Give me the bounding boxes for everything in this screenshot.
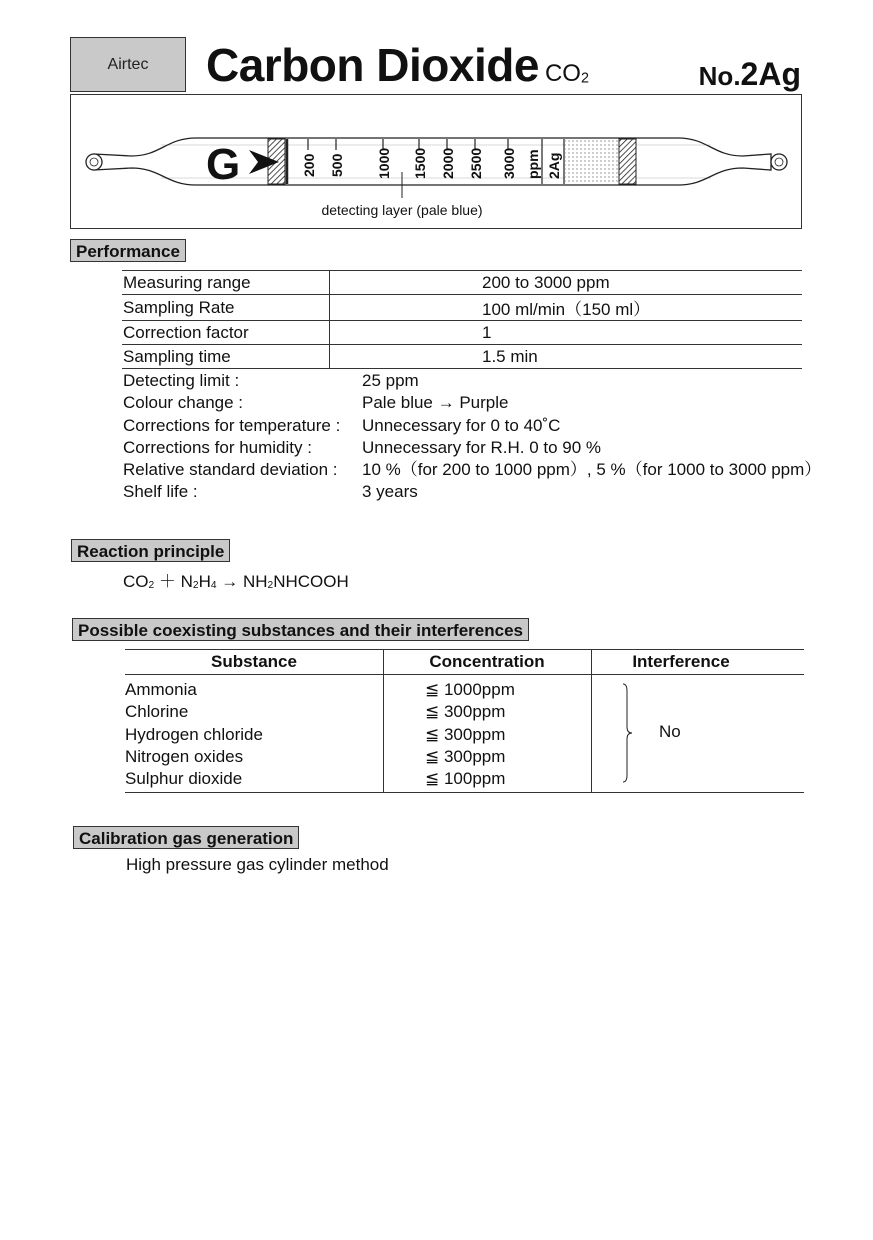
table-row <box>122 295 802 321</box>
rx-part: H <box>198 572 211 591</box>
perf-key: Correction factor <box>122 321 330 345</box>
rx-sub: 4 <box>210 580 217 592</box>
model-number <box>699 56 801 93</box>
formula-sub: 2 <box>580 70 589 87</box>
perf-key: Measuring range <box>122 271 330 295</box>
header-interference: Interference <box>632 652 730 671</box>
substance-list <box>125 679 263 790</box>
list-item <box>123 415 821 437</box>
reaction-equation <box>123 567 349 592</box>
formula-main: CO <box>544 60 581 87</box>
perf-value: 1.5 min <box>330 345 803 369</box>
list-item <box>123 481 821 503</box>
brace-icon <box>622 683 634 783</box>
spec-value: 3 years <box>362 482 418 502</box>
scale-mark-2000: 2000 <box>440 147 456 179</box>
interference-result: No <box>659 722 681 741</box>
performance-table <box>122 270 802 369</box>
spec-value: Pale blue → Purple <box>362 393 509 413</box>
spec-value: 25 ppm <box>362 371 419 390</box>
tube-caption: detecting layer (pale blue) <box>321 202 483 218</box>
spec-value: 10 %（for 200 to 1000 ppm）, 5 %（for 1000 to 3000 ppm） <box>362 460 822 480</box>
scale-mark-200: 200 <box>301 153 317 177</box>
model-prefix: No. <box>698 61 741 91</box>
list-item: Hydrogen chloride <box>125 724 263 744</box>
tube-diagram <box>70 94 802 229</box>
column-divider <box>591 650 592 792</box>
brand-name: Airtec <box>107 55 149 73</box>
column-divider <box>383 650 384 792</box>
list-item: ≦ 1000ppm <box>425 680 515 699</box>
header-concentration: Concentration <box>429 652 545 671</box>
rx-part: → NH <box>216 572 268 591</box>
perf-value: 1 <box>330 321 803 345</box>
scale-mark-1500: 1500 <box>412 147 428 179</box>
list-item <box>123 459 821 481</box>
spec-key: Colour change : <box>123 393 244 413</box>
list-item: Chlorine <box>125 702 189 722</box>
table-header <box>125 650 804 675</box>
spec-key: Detecting limit : <box>123 371 240 390</box>
reaction-label: Reaction principle <box>71 539 230 562</box>
rx-part: ＋ N <box>154 572 193 591</box>
interferences-table <box>125 649 804 793</box>
performance-label: Performance <box>70 239 186 262</box>
rx-part: NHCOOH <box>273 572 349 591</box>
scale-mark-500: 500 <box>329 153 345 177</box>
right-plug <box>619 139 636 184</box>
spec-list <box>123 370 821 504</box>
list-item: ≦ 100ppm <box>425 769 506 789</box>
list-item <box>123 370 821 392</box>
list-item: ≦ 300ppm <box>425 724 506 744</box>
perf-value: 200 to 3000 ppm <box>330 271 803 295</box>
scale-unit: ppm <box>525 149 541 179</box>
rx-sub: 2 <box>192 580 199 592</box>
tube-code: 2Ag <box>546 152 562 179</box>
table-row <box>122 345 802 369</box>
spec-key: Corrections for humidity : <box>123 437 312 457</box>
spec-key: Corrections for temperature : <box>123 415 341 435</box>
title-formula <box>545 60 589 87</box>
list-item: ≦ 300ppm <box>425 746 506 766</box>
scale-mark-3000: 3000 <box>501 147 517 179</box>
concentration-list <box>425 679 515 790</box>
model-code: 2Ag <box>740 56 801 92</box>
g-logo: G <box>206 140 241 189</box>
perf-value: 100 ml/min（150 ml） <box>330 295 803 321</box>
perf-key: Sampling time <box>122 345 330 369</box>
list-item: Sulphur dioxide <box>125 769 243 789</box>
rx-sub: 2 <box>267 580 274 592</box>
list-item: Ammonia <box>125 680 197 699</box>
detector-tube-illustration <box>71 95 803 230</box>
calibration-method: High pressure gas cylinder method <box>126 855 389 874</box>
title-text: Carbon Dioxide <box>206 39 539 91</box>
calibration-label: Calibration gas generation <box>73 826 299 849</box>
list-item: ≦ 300ppm <box>425 702 506 722</box>
scale-mark-2500: 2500 <box>468 147 484 179</box>
list-item: Nitrogen oxides <box>125 746 244 766</box>
header-substance: Substance <box>211 652 297 671</box>
spec-key: Relative standard deviation : <box>123 460 338 480</box>
brand-box <box>70 37 186 92</box>
list-item <box>123 392 821 414</box>
table-row <box>122 271 802 295</box>
spec-value: Unnecessary for R.H. 0 to 90 % <box>362 437 602 457</box>
reagent-zone <box>565 139 619 184</box>
rx-part: CO <box>123 572 149 591</box>
list-item <box>123 437 821 459</box>
spec-key: Shelf life : <box>123 482 198 502</box>
rx-sub: 2 <box>148 580 155 592</box>
perf-key: Sampling Rate <box>122 295 330 321</box>
spec-value: Unnecessary for 0 to 40˚C <box>362 415 561 435</box>
interferences-label: Possible coexisting substances and their interferences <box>72 618 529 641</box>
table-row <box>122 321 802 345</box>
page-title <box>206 38 589 92</box>
scale-mark-1000: 1000 <box>376 147 392 179</box>
